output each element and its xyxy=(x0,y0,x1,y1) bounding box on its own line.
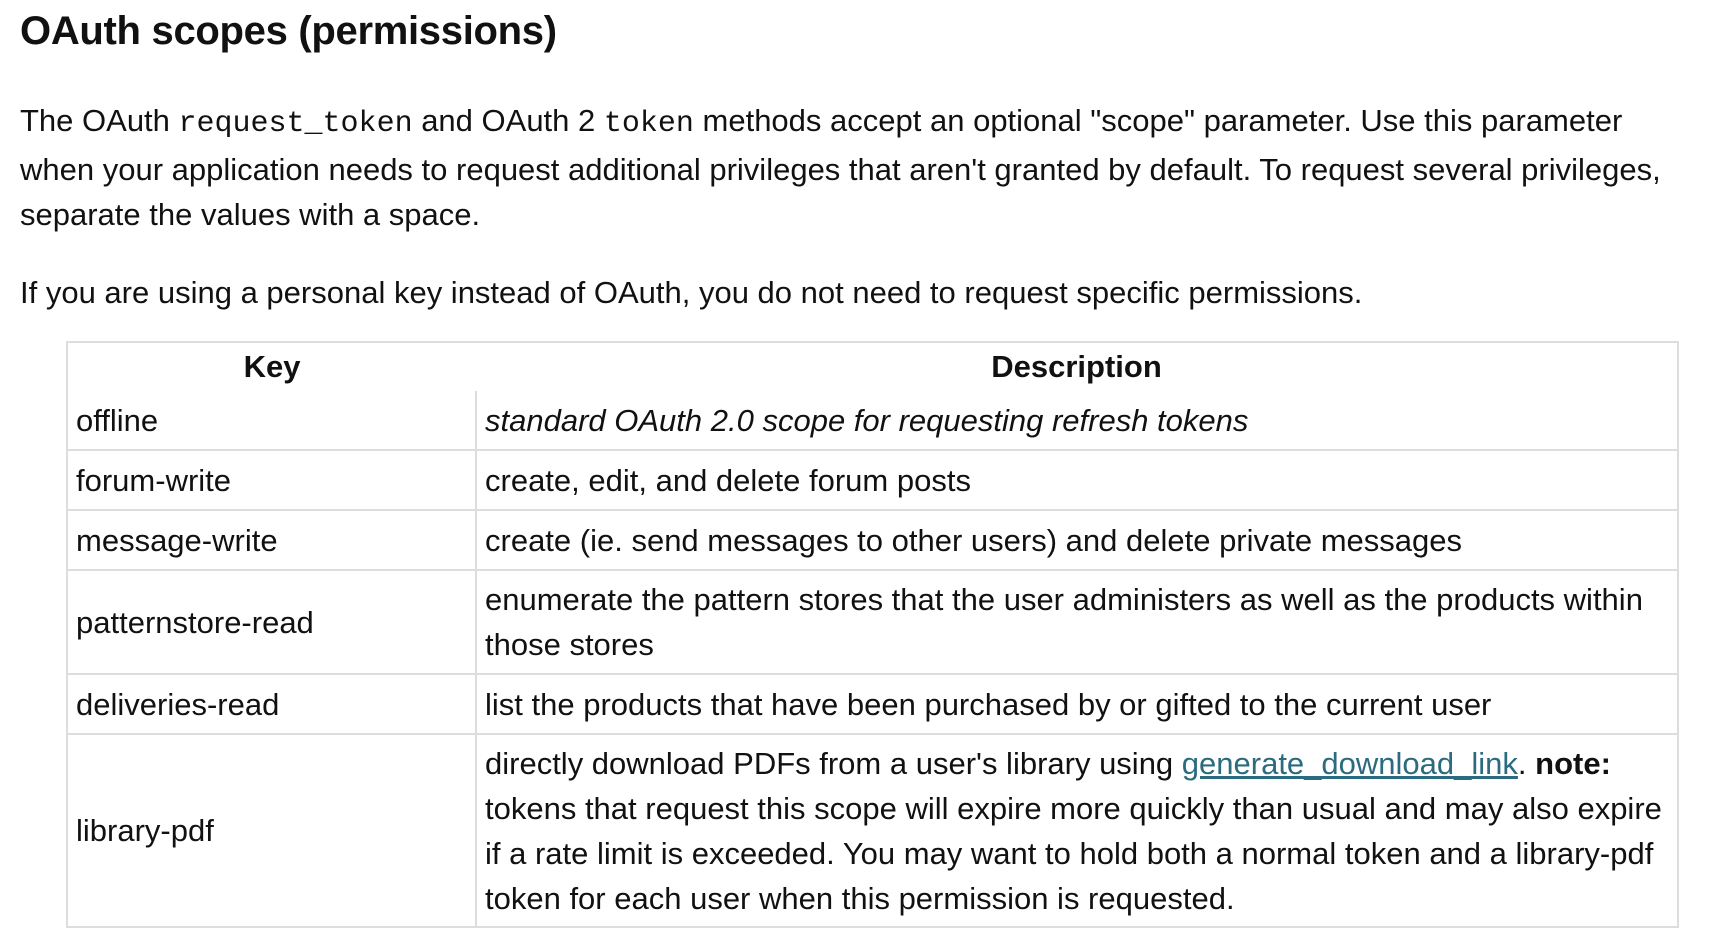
scope-key: message-write xyxy=(67,510,476,570)
scope-key: library-pdf xyxy=(67,734,476,927)
intro-text-2: and OAuth 2 xyxy=(412,103,604,138)
scope-key: offline xyxy=(67,391,476,450)
scope-description xyxy=(476,734,1678,927)
scope-key: forum-write xyxy=(67,450,476,510)
table-row xyxy=(67,391,1678,450)
table-row xyxy=(67,674,1678,734)
content xyxy=(20,0,1700,315)
personal-key-note: If you are using a personal key instead of OAuth, you do not need to request specific permissions. xyxy=(20,275,1363,310)
scope-description: create (ie. send messages to other users) and delete private messages xyxy=(476,510,1678,570)
table-row xyxy=(67,570,1678,674)
generate-download-link[interactable]: generate_download_link xyxy=(1181,745,1518,781)
scope-description-italic: standard OAuth 2.0 scope for requesting refresh tokens xyxy=(485,402,1249,438)
scopes-table xyxy=(66,341,1679,928)
table-header-row xyxy=(67,342,1678,391)
request-token-code: request_token xyxy=(178,107,413,141)
scope-description xyxy=(476,391,1678,450)
table-row xyxy=(67,450,1678,510)
note-label: note: xyxy=(1535,745,1611,781)
key-column-header: Key xyxy=(67,342,476,391)
intro-text-1: The OAuth xyxy=(20,103,179,138)
scope-key: patternstore-read xyxy=(67,570,476,674)
intro-text-3: methods accept an optional "scope" parameter. Use this parameter when your application needs to request additional privileges that aren't granted by default. To request several privileges, separate the values with a space. xyxy=(20,103,1661,232)
table-row xyxy=(67,734,1678,927)
token-code: token xyxy=(603,107,694,141)
description-column-header: Description xyxy=(476,342,1678,391)
scope-key: deliveries-read xyxy=(67,674,476,734)
library-pdf-desc-start: directly download PDFs from a user's library using xyxy=(485,745,1182,781)
library-pdf-note-text: tokens that request this scope will expire more quickly than usual and may also expire if a rate limit is exceeded. You may want to hold both a normal token and a library-pdf token for each user when this permission is requested. xyxy=(485,790,1662,916)
scope-description: list the products that have been purchased by or gifted to the current user xyxy=(476,674,1678,734)
table-row xyxy=(67,510,1678,570)
library-pdf-desc-punct: . xyxy=(1517,745,1536,781)
intro-paragraph xyxy=(20,98,1700,237)
page-title: OAuth scopes (permissions) xyxy=(20,9,557,53)
scope-description: enumerate the pattern stores that the user administers as well as the products within those stores xyxy=(476,570,1678,674)
scope-description: create, edit, and delete forum posts xyxy=(476,450,1678,510)
